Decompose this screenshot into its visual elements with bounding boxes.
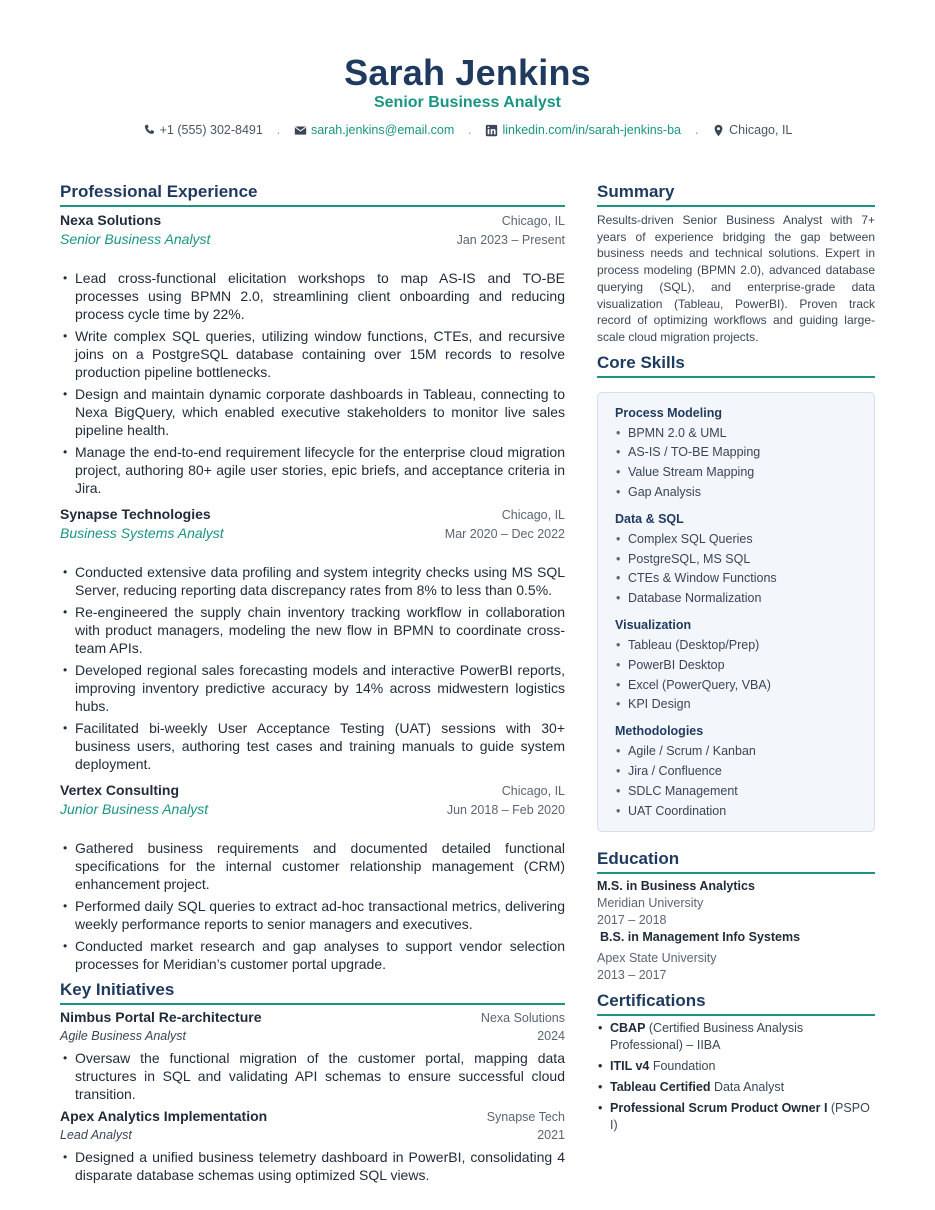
job-bullets [60,839,565,973]
certification-item [597,1020,875,1054]
skill-group [615,723,857,821]
initiative-entry [60,1107,565,1184]
job-entry [60,211,565,497]
summary-heading: Summary [597,181,875,207]
initiative-bullet: • Oversaw the functional migration of the customer portal, mapping data structures in SQL and validating API schemas to ensure successful cloud transition. [60,1049,565,1103]
job-location: Chicago, IL [501,784,565,798]
certification-item [597,1058,875,1075]
job-dates: Jan 2023 – Present [456,233,565,247]
edu-school: Meridian University [597,896,704,911]
job-company: Vertex Consulting [60,782,180,798]
job-bullet: • Re-engineered the supply chain inventory tracking workflow in collaboration with product managers, modeling the new flow in BPMN to coordinate cross-team APIs. [60,603,565,657]
certifications-heading: Certifications [597,990,875,1016]
edu-dates: 2017 – 2018 [597,913,667,928]
edu-degree: M.S. in Business Analytics [597,879,755,894]
contact-separator: · [276,125,281,140]
candidate-title: Senior Business Analyst [373,94,562,111]
education-entry [597,929,875,984]
left-column [60,181,565,1188]
job-bullet: • Conducted extensive data profiling and system integrity checks using MS SQL Server, reducing reporting data discrepancy rates from 8% to less than 0.5%. [60,563,565,599]
skill-group [615,511,857,609]
skill-list [615,636,857,715]
edu-school: Apex State University [597,951,717,966]
map-pin-icon [712,124,725,137]
contact-email[interactable] [294,122,454,138]
certification-item [597,1079,875,1096]
skill-item: • Jira / Confluence [615,762,857,782]
skill-list [615,530,857,609]
job-entry [60,781,565,973]
location-text: Chicago, IL [729,123,793,137]
phone-icon [143,124,156,137]
initiative-org: Nexa Solutions [480,1011,565,1025]
job-title: Junior Business Analyst [60,801,209,817]
job-bullet: • Facilitated bi-weekly User Acceptance Testing (UAT) sessions with 30+ business users, authoring test cases and training manuals to guide system deployment. [60,719,565,773]
initiative-year: 2021 [537,1128,565,1142]
skill-item: • Excel (PowerQuery, VBA) [615,676,857,696]
linkedin-icon [485,124,498,137]
job-bullet: • Write complex SQL queries, utilizing window functions, CTEs, and recursive joins on a PostgreSQL database containing over 15M records to resolve production pipeline bottlenecks. [60,327,565,381]
right-column [597,181,875,1138]
skill-item: • Gap Analysis [615,483,857,503]
skill-item: • SDLC Management [615,782,857,802]
cert-name: ITIL v4 [610,1059,650,1074]
job-location: Chicago, IL [501,214,565,228]
skill-item: • Agile / Scrum / Kanban [615,742,857,762]
linkedin-link[interactable]: linkedin.com/in/sarah-jenkins-ba [502,123,681,137]
skill-list [615,742,857,821]
job-location: Chicago, IL [501,508,565,522]
skill-group-title: Visualization [615,618,692,632]
initiative-name: Apex Analytics Implementation [60,1108,268,1124]
initiative-role: Lead Analyst [60,1128,132,1142]
contact-bar [0,122,935,141]
skill-item: • UAT Coordination [615,802,857,822]
skills-heading: Core Skills [597,352,875,378]
cert-name: Tableau Certified [610,1080,711,1095]
job-company: Nexa Solutions [60,212,162,228]
job-title: Senior Business Analyst [60,231,211,247]
initiative-bullets [60,1049,565,1103]
job-dates: Jun 2018 – Feb 2020 [446,803,565,817]
skill-group-title: Process Modeling [615,405,722,420]
job-bullet: • Design and maintain dynamic corporate dashboards in Tableau, connecting to Nexa BigQuery, which enabled executive stakeholders to monitor live sales pipeline health. [60,385,565,439]
contact-linkedin[interactable] [485,122,681,138]
skill-item: • Value Stream Mapping [615,463,857,483]
skill-item: • BPMN 2.0 & UML [615,424,857,444]
initiative-entry [60,1008,565,1103]
cert-name: CBAP [610,1021,646,1036]
candidate-name: Sarah Jenkins [344,52,591,93]
initiative-org: Synapse Tech [486,1110,565,1124]
skill-item: • AS-IS / TO-BE Mapping [615,443,857,463]
job-entry [60,505,565,773]
initiative-year: 2024 [537,1029,565,1043]
cert-detail: (Certified Business Analysis Professional) – IIBA [610,1021,804,1053]
skill-item: • PostgreSQL, MS SQL [615,550,857,570]
skill-group [615,405,857,503]
cert-detail: Data Analyst [710,1080,785,1095]
initiative-name: Nimbus Portal Re-architecture [60,1009,262,1025]
skill-list [615,424,857,503]
job-bullet: • Lead cross-functional elicitation workshops to map AS-IS and TO-BE processes using BPMN 2.0, streamlining client onboarding and reducing process cycle time by 22%. [60,269,565,323]
cert-name: Professional Scrum Product Owner I [610,1101,828,1116]
job-bullets [60,563,565,773]
education-heading: Education [597,848,875,874]
skill-item: • KPI Design [615,695,857,715]
skill-item: • CTEs & Window Functions [615,569,857,589]
job-company: Synapse Technologies [60,506,211,522]
email-link[interactable]: sarah.jenkins@email.com [310,123,455,137]
skill-group-title: Data & SQL [615,511,684,526]
job-dates: Mar 2020 – Dec 2022 [444,527,565,541]
experience-heading: Professional Experience [60,181,565,207]
cert-detail: Foundation [649,1059,716,1074]
initiatives-heading: Key Initiatives [60,979,565,1005]
certification-list [597,1020,875,1134]
contact-phone[interactable] [143,122,263,138]
skill-item: • Database Normalization [615,589,857,609]
job-bullet: • Gathered business requirements and documented detailed functional specifications for the internal customer relationship management (CRM) enhancement project. [60,839,565,893]
job-bullet: • Conducted market research and gap analyses to support vendor selection processes for Meridian’s customer portal upgrade. [60,937,565,973]
contact-separator: · [467,125,472,140]
skill-group [615,617,857,715]
envelope-icon [294,124,307,137]
skill-item: • PowerBI Desktop [615,656,857,676]
skill-item: • Tableau (Desktop/Prep) [615,636,857,656]
job-title: Business Systems Analyst [60,525,224,541]
job-bullet: • Manage the end-to-end requirement lifecycle for the enterprise cloud migration project, authoring 80+ agile user stories, epic briefs, and acceptance criteria in Jira. [60,443,565,497]
edu-dates: 2013 – 2017 [597,968,667,983]
skill-item: • Complex SQL Queries [615,530,857,550]
certification-item [597,1100,875,1134]
initiative-bullet: • Designed a unified business telemetry dashboard in PowerBI, consolidating 4 disparate database schemas using optimized SQL views. [60,1148,565,1184]
contact-separator: · [694,125,699,140]
skill-group-title: Methodologies [615,724,704,739]
initiative-bullets [60,1148,565,1184]
contact-location [712,122,792,138]
job-bullet: • Performed daily SQL queries to extract ad-hoc transactional metrics, delivering weekly performance reports to senior managers and executives. [60,897,565,933]
job-bullet: • Developed regional sales forecasting models and interactive PowerBI reports, improving inventory predictive accuracy by 14% across midwestern logistics hubs. [60,661,565,715]
cert-detail: (PSPO I) [610,1101,870,1133]
education-entry [597,878,875,929]
job-bullets [60,269,565,497]
skills-panel [597,392,875,833]
summary-text: Results-driven Senior Business Analyst with 7+ years of experience bridging the gap between business needs and technical solutions. Expert in process modeling (BPMN 2.0), advanced database querying (SQL), and enterprise-grade data visualization (Tableau, PowerBI). Proven track record of optimizing workflows and guiding large-scale cloud migration projects. [597,213,875,344]
phone-text: +1 (555) 302-8491 [159,123,263,137]
initiative-role: Agile Business Analyst [60,1029,186,1043]
edu-degree: B.S. in Management Info Systems [600,930,801,945]
